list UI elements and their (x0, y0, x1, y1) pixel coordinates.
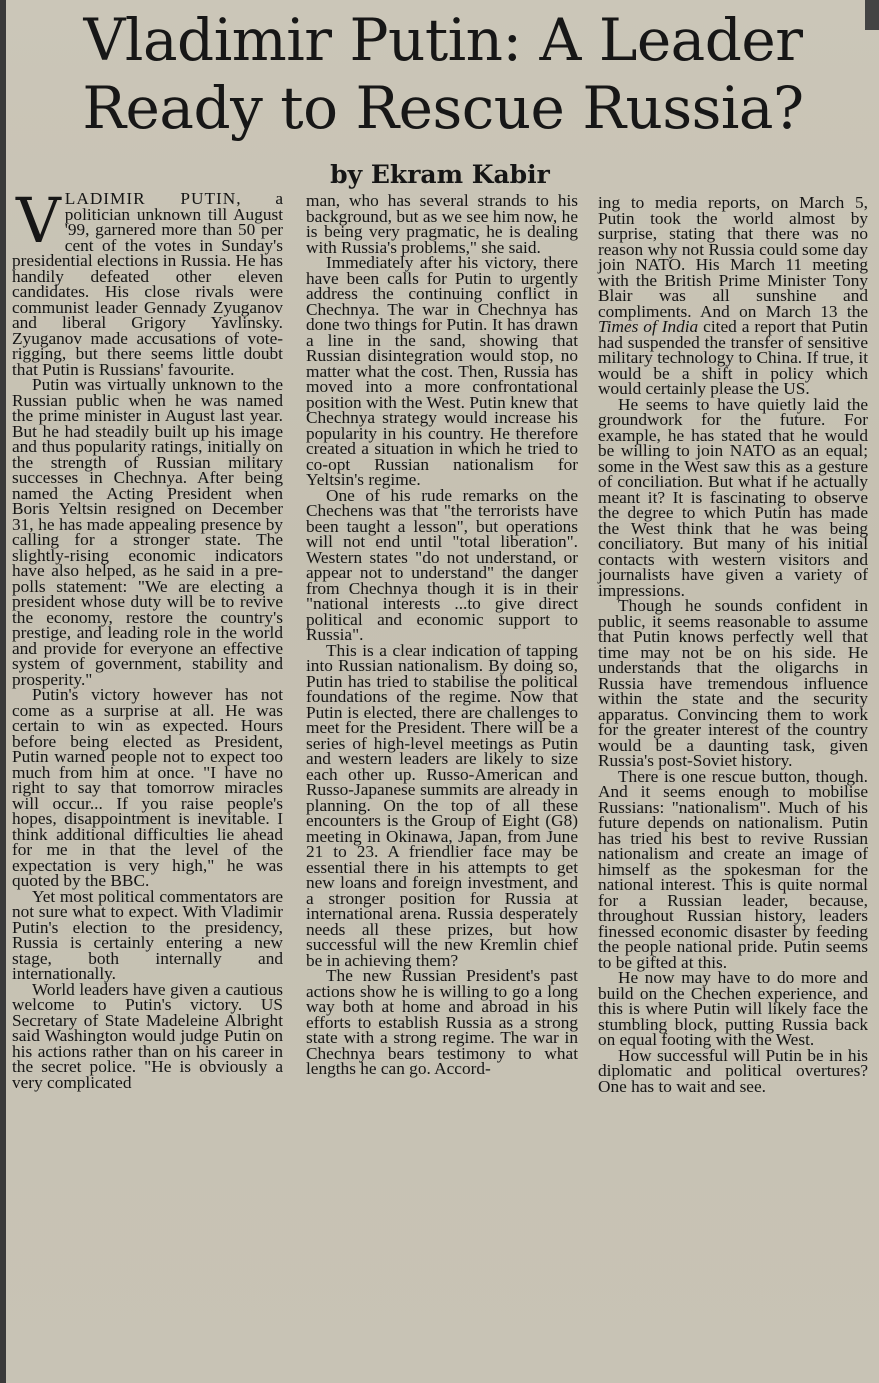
column-3-paragraph-5: He now may have to do more and build on the Chechen experience, and this is where Putin will likely face the stumbling block, putting Russia back on equal footing with the West. (598, 968, 868, 1049)
headline-line-2: Ready to Rescue Russia? (82, 74, 804, 142)
article-column-3 (598, 195, 868, 1094)
column-2-paragraph-2: Immediately after his victory, there have been calls for Putin to urgently address the continuing conflict in Chechnya. The war in Chechnya has done two things for Putin. It has drawn a line in the sand, showing that Russian disintegration would stop, no matter what the cost. Then, Russia has moved into a more confrontational position with the West. Putin knew that Chechnya strategy would increase his popularity in his country. He therefore created a situation in which he tried to co-opt Russian nationalism for Yeltsin's regime. (306, 253, 578, 489)
column-1-paragraph-2: Putin was virtually unknown to the Russian public when he was named the prime minister in August last year. But he had steadily built up his image and thus popularity ratings, initially on the strength of Russian military successes in Chechnya. After being named the Acting President when Boris Yeltsin resigned on December 31, he has made appealing presence by calling for a stronger state. The slightly-rising economic indicators have also helped, as he said in a pre-polls statement: "We are electing a president whose duty will be to revive the economy, restore the country's prestige, and leading role in the world and provide for everyone an effective system of government, stability and prosperity." (12, 375, 283, 689)
byline: by Ekram Kabir (330, 160, 550, 189)
lead-paragraph-text: a politician unknown till August '99, garnered more than 50 per cent of the votes in Sunday's presidential elections in Russia. He has handily defeated other eleven candidates. His close rivals were communist leader Gennady Zyuganov and liberal Grigory Yavlinsky. Zyuganov made accusations of vote-rigging, but there seems little doubt that Putin is Russians' favourite. (12, 189, 283, 379)
lead-in-caps: LADIMIR PUTIN, (64, 189, 242, 208)
column-1-paragraph-1 (12, 184, 283, 379)
page-left-edge-shadow (0, 0, 6, 1383)
column-1-paragraph-4: Yet most political commentators are not sure what to expect. With Vladimir Putin's election to the presidency, Russia is certainly entering a new stage, both internally and internationally. (12, 886, 283, 983)
column-2-paragraph-3: One of his rude remarks on the Chechens was that "the terrorists have been taught a lesson", but operations will not end until "total liberation". Western states "do not understand, or appear not to understand" the danger from Chechnya though it is in their "national interests ...to give direct political and economic support to Russia". (306, 485, 578, 644)
column-3-paragraph-4: There is one rescue button, though. And it seems enough to mobilise Russians: "nationalism". Much of his future depends on nationalism. Putin has tried his best to revive Russian nationalism and create an image of himself as the spokesman for the national interest. This is quite normal for a Russian leader, because, throughout Russian history, leaders finessed economic disaster by feeding the people national pride. Putin seems to be gifted at this. (598, 766, 868, 972)
column-2-paragraph-1: man, who has several strands to his background, but as we see him now, he is being very pragmatic, he is dealing with Russia's problems," she said. (306, 191, 578, 257)
column-3-paragraph-1-text-a: ing to media reports, on March 5, Putin took the world almost by surprise, stating that there was no reason why not Russia could some day join NATO. His March 11 meeting with the British Prime Minister Tony Blair was all sunshine and compliments. And on March 13 the (598, 193, 868, 321)
column-3-paragraph-2: He seems to have quietly laid the groundwork for the future. For example, he has stated that he would be willing to join NATO as an equal; some in the West saw this as a gesture of conciliation. But what if he actually meant it? It is fascinating to observe the degree to which Putin has made the West think that he was being conciliatory. But many of his initial contacts with western visitors and journalists have given a variety of impressions. (598, 394, 868, 600)
column-3-paragraph-1-text-b: cited a report that Putin had suspended the transfer of sensitive military technology to China. If true, it would be a shift in policy which would certainly please the US. (598, 317, 868, 398)
column-3-paragraph-1 (598, 195, 868, 397)
column-1-paragraph-3: Putin's victory however has not come as a surprise at all. He was certain to win as expected. Hours before being elected as President, Putin warned people not to expect too much from him at once. "I have no right to say that tomorrow miracles will occur... If you raise people's hopes, disappointment is inevitable. I think additional difficulties lie ahead for me in that the level of the expectation is very high," he was quoted by the BBC. (12, 685, 283, 890)
headline (18, 6, 868, 142)
article-column-2 (306, 193, 578, 1077)
column-2-paragraph-5: The new Russian President's past actions show he is willing to go a long way both at home and abroad in his efforts to establish Russia as a strong state with a strong regime. The war in Chechnya bears testimony to what lengths he can go. Accord- (306, 966, 578, 1078)
column-3-paragraph-3: Though he sounds confident in public, it seems reasonable to assume that Putin knows perfectly well that time may not be on his side. He understands that the oligarchs in Russia have tremendous influence within the state and the security apparatus. Convincing them to work for the greater interest of the country would be a daunting task, given Russia's post-Soviet history. (598, 596, 868, 770)
headline-line-1: Vladimir Putin: A Leader (83, 6, 803, 74)
drop-cap: V (16, 184, 61, 257)
article-column-1 (12, 184, 283, 1092)
column-1-paragraph-5: World leaders have given a cautious welcome to Putin's victory. US Secretary of State Madeleine Albright said Washington would judge Putin on his actions rather than on his career in the secret police. "He is obviously a very complicated (12, 979, 283, 1092)
column-2-paragraph-4: This is a clear indication of tapping into Russian nationalism. By doing so, Putin has tried to stabilise the political foundations of the regime. Now that Putin is elected, there are challenges to meet for the President. There will be a series of high-level meetings as Putin and western leaders are likely to size each other up. Russo-American and Russo-Japanese summits are already in planning. On the top of all these encounters is the Group of Eight (G8) meeting in Okinawa, Japan, from June 21 to 23. A friendlier face may be essential there in his attempts to get new loans and foreign investment, and a stronger position for Russia at international arena. Russia desperately needs all these prizes, but how successful will the new Kremlin chief be in achieving them? (306, 640, 578, 970)
column-3-paragraph-6: How successful will Putin be in his diplomatic and political overtures? One has to wait and see. (598, 1045, 868, 1096)
publication-name: Times of India (598, 317, 699, 336)
